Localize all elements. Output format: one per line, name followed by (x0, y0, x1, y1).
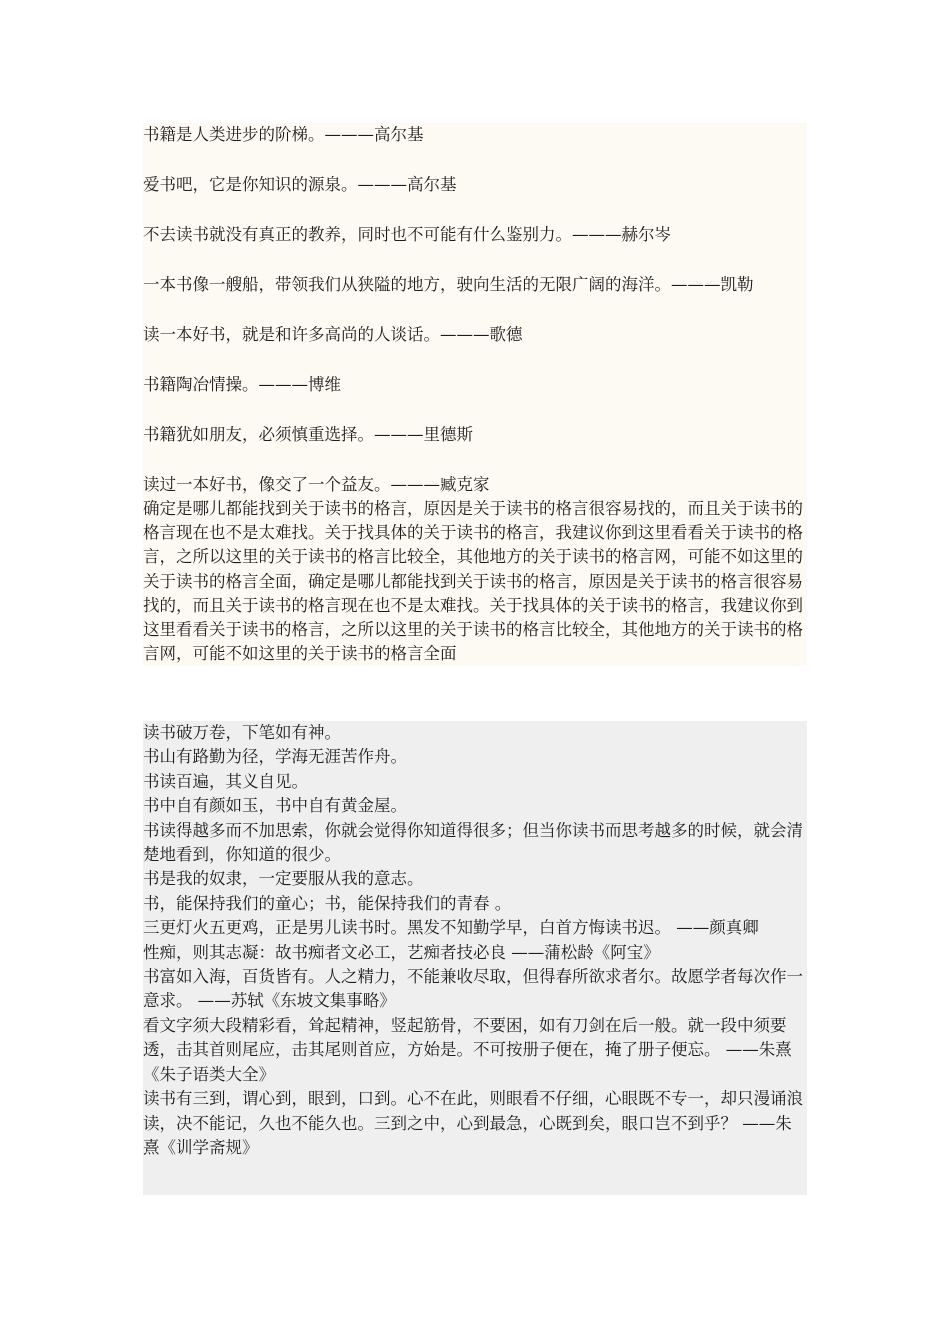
saying-line: 书是我的奴隶，一定要服从我的意志。 (143, 869, 424, 889)
sayings-section (143, 721, 807, 1195)
saying-line: 书，能保持我们的童心；书，能保持我们的青春 。 (143, 893, 512, 913)
saying-line: 读书有三到，谓心到，眼到，口到。心不在此，则眼看不仔细，心眼既不专一，却只漫诵浪读，决不能记，久也不能久也。三到之中，心到最急，心既到矣，眼口岂不到乎？ ——朱熹《训学斋规》 (143, 1089, 803, 1157)
saying-line: 看文字须大段精彩看，耸起精神，竖起筋骨，不要困，如有刀剑在后一般。就一段中须要透，击其首则尾应，击其尾则首应，方始是。不可按册子便在，掩了册子便忘。 ——朱熹《朱子语类大全》 (143, 1015, 792, 1084)
filler-paragraph: 确定是哪儿都能找到关于读书的格言，原因是关于读书的格言很容易找的，而且关于读书的格言现在也不是太难找。关于找具体的关于读书的格言，我建议你到这里看看关于读书的格言，之所以这里的关于读书的格言比较全，其他地方的关于读书的格言网，可能不如这里的关于读书的格言全面，确定是哪儿都能找到关于读书的格言，原因是关于读书的格言很容易找的，而且关于读书的格言现在也不是太难找。关于找具体的关于读书的格言，我建议你到这里看看关于读书的格言，之所以这里的关于读书的格言比较全，其他地方的关于读书的格言网，可能不如这里的关于读书的格言全面 (143, 499, 803, 664)
saying-line: 性痴，则其志凝：故书痴者文必工，艺痴者技必良 ——蒲松龄《阿宝》 (143, 942, 660, 962)
saying-line: 书中自有颜如玉，书中自有黄金屋。 (143, 796, 407, 816)
saying-line: 书山有路勤为径，学海无涯苦作舟。 (143, 747, 407, 767)
quote-line: 一本书像一艘船，带领我们从狭隘的地方，驶向生活的无限广阔的海洋。———凯勒 (143, 275, 754, 294)
quotes-section (143, 123, 807, 666)
saying-line: 读书破万卷，下笔如有神。 (143, 723, 341, 742)
saying-line: 书富如入海，百货皆有。人之精力，不能兼收尽取，但得春所欲求者尔。故愿学者每次作一意求。 ——苏轼《东坡文集事略》 (143, 967, 803, 1011)
quote-line: 书籍犹如朋友，必须慎重选择。———里德斯 (143, 425, 473, 444)
quote-line: 读一本好书，就是和许多高尚的人谈话。———歌德 (143, 325, 523, 344)
quote-line: 书籍是人类进步的阶梯。———高尔基 (143, 125, 424, 144)
quote-line: 爱书吧，它是你知识的源泉。———高尔基 (143, 175, 457, 194)
saying-line: 书读百遍，其义自见。 (143, 771, 308, 791)
quote-line: 书籍陶冶情操。———博维 (143, 375, 341, 394)
saying-line: 三更灯火五更鸡，正是男儿读书时。黑发不知勤学早，白首方悔读书迟。 ——颜真卿 (143, 918, 759, 938)
quote-line: 不去读书就没有真正的教养，同时也不可能有什么鉴别力。———赫尔岑 (143, 225, 671, 244)
quote-line: 读过一本好书，像交了一个益友。———臧克家 (143, 475, 490, 494)
saying-line: 书读得越多而不加思索，你就会觉得你知道得很多；但当你读书而思考越多的时候，就会清楚地看到，你知道的很少。 (143, 820, 803, 865)
